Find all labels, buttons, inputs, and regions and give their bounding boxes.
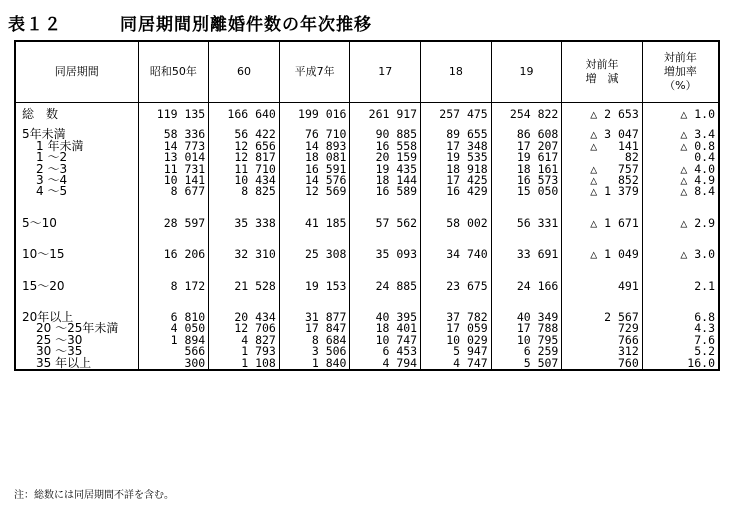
col-header-19: 19 (491, 41, 562, 103)
table-row (15, 335, 719, 346)
table-row (15, 312, 719, 323)
value-cell: 6 810 (138, 312, 209, 323)
rate-cell: △ 3.4 (642, 129, 719, 140)
value-cell: 24 885 (350, 281, 421, 292)
value-cell: 28 597 (138, 218, 209, 229)
diff-cell: △ 3 047 (562, 129, 642, 140)
value-cell: 18 161 (491, 164, 562, 175)
diff-cell: △ 1 379 (562, 186, 642, 197)
table-row (15, 346, 719, 357)
value-cell: 566 (138, 346, 209, 357)
value-cell: 16 573 (491, 175, 562, 186)
spacer-row (15, 229, 719, 249)
value-cell: 14 773 (138, 141, 209, 152)
value-cell: 199 016 (279, 103, 350, 121)
value-cell: 4 794 (350, 358, 421, 370)
value-cell: 20 434 (209, 312, 280, 323)
diff-cell: △ 757 (562, 164, 642, 175)
value-cell: 10 795 (491, 335, 562, 346)
value-cell: 32 310 (209, 249, 280, 260)
value-cell: 1 793 (209, 346, 280, 357)
row-label: 4 ～5 (15, 186, 138, 197)
spacer-cell (279, 292, 350, 312)
spacer-cell (209, 198, 280, 218)
value-cell: 12 817 (209, 152, 280, 163)
value-cell: 19 617 (491, 152, 562, 163)
rate-cell: 5.2 (642, 346, 719, 357)
value-cell: 10 141 (138, 175, 209, 186)
value-cell: 21 528 (209, 281, 280, 292)
value-cell: 20 159 (350, 152, 421, 163)
value-cell: 16 558 (350, 141, 421, 152)
value-cell: 23 675 (421, 281, 492, 292)
spacer-cell (642, 229, 719, 249)
value-cell: 16 589 (350, 186, 421, 197)
value-cell: 12 706 (209, 323, 280, 334)
rate-cell: △ 4.9 (642, 175, 719, 186)
spacer-cell (15, 229, 138, 249)
value-cell: 1 108 (209, 358, 280, 370)
value-cell: 16 591 (279, 164, 350, 175)
value-cell: 166 640 (209, 103, 280, 121)
value-cell: 56 331 (491, 218, 562, 229)
rate-cell: 4.3 (642, 323, 719, 334)
value-cell: 16 206 (138, 249, 209, 260)
spacer-cell (350, 261, 421, 281)
spacer-cell (491, 292, 562, 312)
spacer-cell (209, 229, 280, 249)
row-label: 20 ～25年未満 (15, 323, 138, 334)
row-label: 2 ～3 (15, 164, 138, 175)
value-cell: 10 029 (421, 335, 492, 346)
value-cell: 1 894 (138, 335, 209, 346)
value-cell: 17 059 (421, 323, 492, 334)
spacer-cell (138, 261, 209, 281)
spacer-cell (209, 292, 280, 312)
row-label: 10～15 (15, 249, 138, 260)
spacer-cell (562, 198, 642, 218)
value-cell: 17 207 (491, 141, 562, 152)
spacer-cell (279, 198, 350, 218)
rate-cell: △ 0.8 (642, 141, 719, 152)
row-label: 総 数 (15, 103, 138, 121)
value-cell: 8 677 (138, 186, 209, 197)
spacer-cell (421, 292, 492, 312)
table-row (15, 358, 719, 370)
value-cell: 10 434 (209, 175, 280, 186)
spacer-cell (642, 292, 719, 312)
value-cell: 24 166 (491, 281, 562, 292)
table-row (15, 141, 719, 152)
spacer-row (15, 292, 719, 312)
page-title (8, 10, 372, 35)
value-cell: 33 691 (491, 249, 562, 260)
diff-cell: 312 (562, 346, 642, 357)
value-cell: 10 747 (350, 335, 421, 346)
value-cell: 18 081 (279, 152, 350, 163)
spacer-cell (138, 229, 209, 249)
spacer-row (15, 261, 719, 281)
spacer-cell (562, 261, 642, 281)
rate-cell: 2.1 (642, 281, 719, 292)
value-cell: 19 153 (279, 281, 350, 292)
col-header-period: 同居期間 (15, 41, 138, 103)
col-header-17: 17 (350, 41, 421, 103)
value-cell: 25 308 (279, 249, 350, 260)
value-cell: 4 747 (421, 358, 492, 370)
spacer-cell (350, 198, 421, 218)
spacer-cell (562, 229, 642, 249)
diff-cell: △ 1 671 (562, 218, 642, 229)
value-cell: 17 348 (421, 141, 492, 152)
value-cell: 5 947 (421, 346, 492, 357)
value-cell: 119 135 (138, 103, 209, 121)
value-cell: 4 827 (209, 335, 280, 346)
value-cell: 14 893 (279, 141, 350, 152)
rate-cell: 16.0 (642, 358, 719, 370)
col-header-s50: 昭和50年 (138, 41, 209, 103)
value-cell: 58 336 (138, 129, 209, 140)
spacer-cell (279, 229, 350, 249)
diff-cell: 760 (562, 358, 642, 370)
rate-cell: 7.6 (642, 335, 719, 346)
value-cell: 11 731 (138, 164, 209, 175)
value-cell: 11 710 (209, 164, 280, 175)
row-label: 5～10 (15, 218, 138, 229)
rate-cell: 0.4 (642, 152, 719, 163)
diff-cell: △ 1 049 (562, 249, 642, 260)
value-cell: 19 535 (421, 152, 492, 163)
col-header-rate: 対前年 増加率 （%） (642, 41, 719, 103)
header-row (15, 41, 719, 103)
row-label: 5年未満 (15, 129, 138, 140)
value-cell: 6 259 (491, 346, 562, 357)
spacer-cell (138, 198, 209, 218)
table-number: 表１２ (8, 15, 62, 35)
table-row (15, 103, 719, 121)
table-body (15, 103, 719, 371)
spacer-cell (421, 261, 492, 281)
spacer-row (15, 198, 719, 218)
diff-cell: 491 (562, 281, 642, 292)
spacer-cell (642, 198, 719, 218)
value-cell: 17 847 (279, 323, 350, 334)
value-cell: 6 453 (350, 346, 421, 357)
diff-cell: 729 (562, 323, 642, 334)
row-label: 35 年以上 (15, 358, 138, 370)
col-header-diff: 対前年 増 減 (562, 41, 642, 103)
value-cell: 261 917 (350, 103, 421, 121)
value-cell: 8 825 (209, 186, 280, 197)
value-cell: 17 425 (421, 175, 492, 186)
value-cell: 90 885 (350, 129, 421, 140)
value-cell: 18 144 (350, 175, 421, 186)
value-cell: 257 475 (421, 103, 492, 121)
value-cell: 300 (138, 358, 209, 370)
table-row (15, 249, 719, 260)
spacer-cell (350, 229, 421, 249)
col-header-60: 60 (209, 41, 280, 103)
value-cell: 13 014 (138, 152, 209, 163)
value-cell: 12 656 (209, 141, 280, 152)
spacer-cell (350, 292, 421, 312)
value-cell: 86 608 (491, 129, 562, 140)
value-cell: 12 569 (279, 186, 350, 197)
value-cell: 40 395 (350, 312, 421, 323)
table-title: 同居期間別離婚件数の年次推移 (120, 15, 372, 35)
divorce-table (14, 40, 720, 371)
value-cell: 254 822 (491, 103, 562, 121)
table-row (15, 218, 719, 229)
spacer-cell (15, 261, 138, 281)
rate-cell: △ 4.0 (642, 164, 719, 175)
diff-cell: △ 852 (562, 175, 642, 186)
value-cell: 76 710 (279, 129, 350, 140)
spacer-cell (491, 261, 562, 281)
value-cell: 14 576 (279, 175, 350, 186)
spacer-cell (279, 261, 350, 281)
diff-cell: △ 141 (562, 141, 642, 152)
table-row (15, 323, 719, 334)
diff-cell: 2 567 (562, 312, 642, 323)
spacer-cell (491, 198, 562, 218)
row-label: 25 ～30 (15, 335, 138, 346)
value-cell: 18 918 (421, 164, 492, 175)
diff-cell: △ 2 653 (562, 103, 642, 121)
rate-cell: 6.8 (642, 312, 719, 323)
value-cell: 1 840 (279, 358, 350, 370)
value-cell: 35 338 (209, 218, 280, 229)
value-cell: 3 506 (279, 346, 350, 357)
value-cell: 5 507 (491, 358, 562, 370)
value-cell: 8 684 (279, 335, 350, 346)
spacer-cell (421, 229, 492, 249)
spacer-cell (642, 261, 719, 281)
value-cell: 16 429 (421, 186, 492, 197)
spacer-cell (421, 198, 492, 218)
spacer-cell (138, 292, 209, 312)
col-header-h7: 平成7年 (279, 41, 350, 103)
col-header-18: 18 (421, 41, 492, 103)
rate-cell: △ 2.9 (642, 218, 719, 229)
table-row (15, 186, 719, 197)
value-cell: 19 435 (350, 164, 421, 175)
row-label: 15～20 (15, 281, 138, 292)
value-cell: 40 349 (491, 312, 562, 323)
value-cell: 17 788 (491, 323, 562, 334)
diff-cell: 766 (562, 335, 642, 346)
rate-cell: △ 8.4 (642, 186, 719, 197)
spacer-cell (15, 198, 138, 218)
table-row (15, 281, 719, 292)
value-cell: 35 093 (350, 249, 421, 260)
value-cell: 4 050 (138, 323, 209, 334)
row-label: 1 年未満 (15, 141, 138, 152)
row-label: 20年以上 (15, 312, 138, 323)
spacer-cell (209, 261, 280, 281)
value-cell: 56 422 (209, 129, 280, 140)
value-cell: 18 401 (350, 323, 421, 334)
value-cell: 15 050 (491, 186, 562, 197)
value-cell: 41 185 (279, 218, 350, 229)
rate-cell: △ 1.0 (642, 103, 719, 121)
value-cell: 37 782 (421, 312, 492, 323)
rate-cell: △ 3.0 (642, 249, 719, 260)
value-cell: 89 655 (421, 129, 492, 140)
value-cell: 8 172 (138, 281, 209, 292)
value-cell: 31 877 (279, 312, 350, 323)
row-label: 3 ～4 (15, 175, 138, 186)
row-label: 1 ～2 (15, 152, 138, 163)
row-label: 30 ～35 (15, 346, 138, 357)
value-cell: 57 562 (350, 218, 421, 229)
spacer-cell (491, 229, 562, 249)
spacer-cell (562, 292, 642, 312)
value-cell: 34 740 (421, 249, 492, 260)
diff-cell: 82 (562, 152, 642, 163)
value-cell: 58 002 (421, 218, 492, 229)
footnote: 注：総数には同居期間不詳を含む。 (14, 490, 174, 501)
